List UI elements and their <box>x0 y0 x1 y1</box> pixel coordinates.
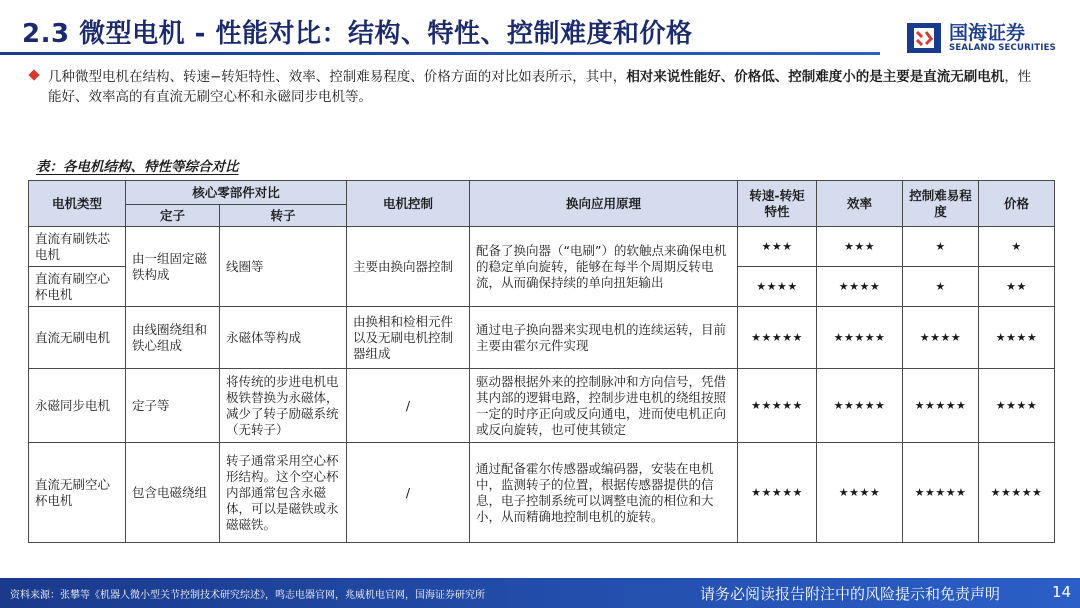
cell-motor-type: 直流无刷电机 <box>29 307 126 369</box>
title-divider <box>0 52 880 55</box>
cell-speed-torque: ★★★★★ <box>738 369 817 443</box>
cell-difficulty: ★ <box>903 227 979 267</box>
cell-rotor: 转子通常采用空心杯形结构。这个空心杯内部通常包含永磁体，可以是磁铁或永磁磁铁。 <box>220 443 347 543</box>
logo-text-cn: 国海证券 <box>949 22 1026 44</box>
cell-rotor: 永磁体等构成 <box>220 307 347 369</box>
cell-difficulty: ★★★★ <box>903 307 979 369</box>
cell-control: 主要由换向器控制 <box>347 227 470 307</box>
cell-difficulty: ★★★★★ <box>903 443 979 543</box>
cell-principle: 通过电子换向器来实现电机的连续运转，目前主要由霍尔元件实现 <box>470 307 738 369</box>
cell-difficulty: ★★★★★ <box>903 369 979 443</box>
cell-principle: 驱动器根据外来的控制脉冲和方向信号，凭借其内部的逻辑电路，控制步进电机的绕组按照一定的时序正向或反向通电，进而使电机正向或反向旋转，也可使其锁定 <box>470 369 738 443</box>
header-control: 电机控制 <box>347 181 470 227</box>
cell-motor-type: 永磁同步电机 <box>29 369 126 443</box>
header-stator: 定子 <box>126 205 220 227</box>
motor-comparison-table <box>28 180 1055 543</box>
cell-price: ★★★★ <box>979 369 1055 443</box>
summary-part-1: 几种微型电机在结构、转速−转矩特性、效率、控制难易程度、价格方面的对比如表所示，其中， <box>48 69 627 85</box>
header-difficulty: 控制难易程度 <box>903 181 979 227</box>
cell-control: / <box>347 443 470 543</box>
cell-stator: 由线圈绕组和铁心组成 <box>126 307 220 369</box>
sealand-logo-icon <box>905 20 943 56</box>
summary-text <box>48 67 1038 107</box>
cell-speed-torque: ★★★★★ <box>738 443 817 543</box>
header-core-parts: 核心零部件对比 <box>126 181 347 205</box>
cell-efficiency: ★★★★★ <box>817 307 903 369</box>
brand-logo <box>905 18 1065 62</box>
cell-price: ★★ <box>979 267 1055 307</box>
table-row <box>29 443 1055 543</box>
summary-part-2: ，性能好、效率高的有直流无刷空心杯和永磁同步电机等。 <box>48 69 1032 105</box>
cell-stator: 由一组固定磁铁构成 <box>126 227 220 307</box>
page-number: 14 <box>1052 583 1072 601</box>
summary-bold: 相对来说性能好、价格低、控制难度小的是主要是直流无刷电机 <box>626 69 1005 85</box>
cell-speed-torque: ★★★★★ <box>738 307 817 369</box>
header-principle: 换向应用原理 <box>470 181 738 227</box>
logo-text-en: SEALAND SECURITIES <box>949 43 1056 53</box>
footer-bar <box>0 578 1080 608</box>
cell-price: ★★★★ <box>979 307 1055 369</box>
cell-speed-torque: ★★★★ <box>738 267 817 307</box>
footer-source: 资料来源：张攀等《机器人微小型关节控制技术研究综述》，鸣志电器官网，兆威机电官网，国海证券研究所 <box>10 590 485 601</box>
cell-motor-type: 直流有刷空心杯电机 <box>29 267 126 307</box>
page-title: 2.3 微型电机 - 性能对比：结构、特性、控制难度和价格 <box>22 19 693 49</box>
cell-motor-type: 直流无刷空心杯电机 <box>29 443 126 543</box>
cell-price: ★ <box>979 227 1055 267</box>
cell-principle: 通过配备霍尔传感器或编码器，安装在电机中，监测转子的位置，根据传感器提供的信息，电子控制系统可以调整电流的相位和大小，从而精确地控制电机的旋转。 <box>470 443 738 543</box>
cell-efficiency: ★★★ <box>817 227 903 267</box>
cell-principle: 配备了换向器（“电刷”）的软触点来确保电机的稳定单向旋转，能够在每半个周期反转电流，从而确保持续的单向扭矩输出 <box>470 227 738 307</box>
cell-speed-torque: ★★★ <box>738 227 817 267</box>
cell-price: ★★★★★ <box>979 443 1055 543</box>
header-motor-type: 电机类型 <box>29 181 126 227</box>
header-price: 价格 <box>979 181 1055 227</box>
header-efficiency: 效率 <box>817 181 903 227</box>
cell-efficiency: ★★★★ <box>817 267 903 307</box>
header-speed-torque: 转速-转矩特性 <box>738 181 817 227</box>
cell-rotor: 将传统的步进电机电极铁替换为永磁体，减少了转子励磁系统（无转子） <box>220 369 347 443</box>
table-caption: 表：各电机结构、特性等综合对比 <box>36 159 239 175</box>
cell-control: / <box>347 369 470 443</box>
table-row <box>29 307 1055 369</box>
table-row <box>29 369 1055 443</box>
cell-control: 由换相和检相元件以及无刷电机控制器组成 <box>347 307 470 369</box>
cell-efficiency: ★★★★ <box>817 443 903 543</box>
cell-stator: 定子等 <box>126 369 220 443</box>
cell-motor-type: 直流有刷铁芯电机 <box>29 227 126 267</box>
cell-efficiency: ★★★★★ <box>817 369 903 443</box>
cell-difficulty: ★ <box>903 267 979 307</box>
footer-disclaimer: 请务必阅读报告附注中的风险提示和免责声明 <box>700 585 1001 603</box>
cell-stator: 包含电磁绕组 <box>126 443 220 543</box>
table-row <box>29 227 1055 267</box>
cell-rotor: 线圈等 <box>220 227 347 307</box>
summary-bullet <box>28 67 1038 107</box>
header-rotor: 转子 <box>220 205 347 227</box>
